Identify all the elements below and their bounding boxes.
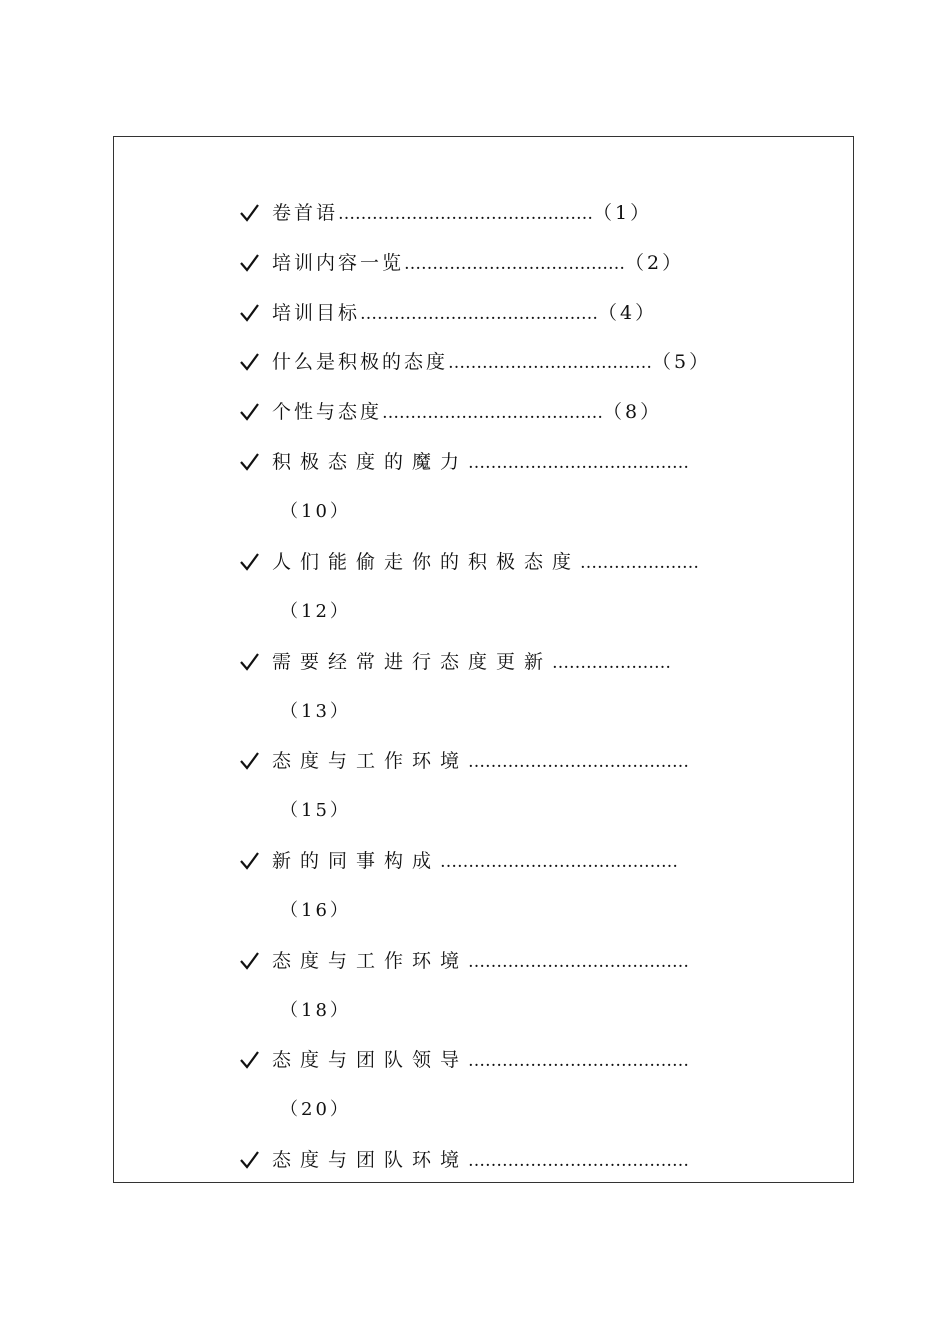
check-icon <box>238 551 260 573</box>
toc-entry-dots: …………………………………… <box>440 852 679 872</box>
toc-entry-page: （5） <box>652 351 712 373</box>
check-icon <box>238 451 260 473</box>
toc-entry-title: 态度与工作环境 <box>272 750 469 772</box>
toc-entry-dots: ………………………………… <box>468 453 690 473</box>
check-icon <box>238 401 260 423</box>
toc-entry-text <box>272 1045 689 1075</box>
toc-entry-text <box>272 347 711 377</box>
toc-entry-text <box>272 248 684 278</box>
toc-entry-page: （2） <box>625 252 685 274</box>
check-icon <box>238 202 260 224</box>
toc-entry-page: （15） <box>280 800 351 821</box>
toc-entry-text <box>272 447 689 477</box>
toc-entry-dots: ………………………………… <box>404 254 626 274</box>
toc-entry-title: 新的同事构成 <box>272 850 441 872</box>
toc-entry-text <box>272 846 678 876</box>
table-of-contents <box>114 137 853 1182</box>
check-icon <box>238 252 260 274</box>
toc-entry-dots: …………………………………… <box>360 304 599 324</box>
toc-entry-dots: ………………… <box>552 653 672 673</box>
check-icon <box>238 351 260 373</box>
toc-entry-page: （1） <box>593 202 653 224</box>
toc-entry-title: 什么是积极的态度 <box>272 351 449 373</box>
toc-entry-title: 人们能偷走你的积极态度 <box>272 551 581 573</box>
toc-entry-title: 卷首语 <box>272 202 339 224</box>
toc-entry-title: 态度与团队环境 <box>272 1149 469 1171</box>
toc-entry-dots: ………………………………… <box>468 1051 690 1071</box>
toc-entry-text <box>272 298 657 328</box>
check-icon <box>238 1149 260 1171</box>
toc-entry-page: （16） <box>280 900 351 921</box>
toc-entry-dots: ………………………………… <box>382 403 604 423</box>
toc-entry-page: （12） <box>280 601 351 622</box>
toc-frame <box>113 136 854 1183</box>
toc-entry-dots: ………………………………… <box>468 952 690 972</box>
toc-entry-title: 个性与态度 <box>272 401 383 423</box>
toc-entry-title: 培训内容一览 <box>272 252 405 274</box>
toc-entry-title: 需要经常进行态度更新 <box>272 651 553 673</box>
toc-entry-page: （20） <box>280 1099 351 1120</box>
toc-entry-dots: ……………………………………… <box>338 204 594 224</box>
toc-entry-title: 态度与工作环境 <box>272 950 469 972</box>
toc-entry-dots: ……………………………… <box>448 353 653 373</box>
check-icon <box>238 950 260 972</box>
toc-entry-page: （8） <box>603 401 663 423</box>
toc-entry-text <box>272 946 689 976</box>
toc-entry-text <box>272 397 662 427</box>
toc-entry-page: （13） <box>280 701 351 722</box>
toc-entry-dots: ………………………………… <box>468 752 690 772</box>
toc-entry-title: 培训目标 <box>272 302 361 324</box>
toc-entry-title: 积极态度的魔力 <box>272 451 469 473</box>
toc-entry-page: （10） <box>280 501 351 522</box>
check-icon <box>238 850 260 872</box>
toc-entry-page: （4） <box>598 302 658 324</box>
toc-entry-text <box>272 746 689 776</box>
toc-entry-text <box>272 1145 689 1175</box>
toc-entry-dots: ………………… <box>580 553 700 573</box>
check-icon <box>238 750 260 772</box>
toc-entry-page: （18） <box>280 1000 351 1021</box>
toc-entry-text <box>272 198 652 228</box>
toc-entry-text <box>272 547 699 577</box>
check-icon <box>238 302 260 324</box>
toc-entry-dots: ………………………………… <box>468 1151 690 1171</box>
check-icon <box>238 1049 260 1071</box>
toc-entry-title: 态度与团队领导 <box>272 1049 469 1071</box>
toc-entry-text <box>272 647 671 677</box>
check-icon <box>238 651 260 673</box>
